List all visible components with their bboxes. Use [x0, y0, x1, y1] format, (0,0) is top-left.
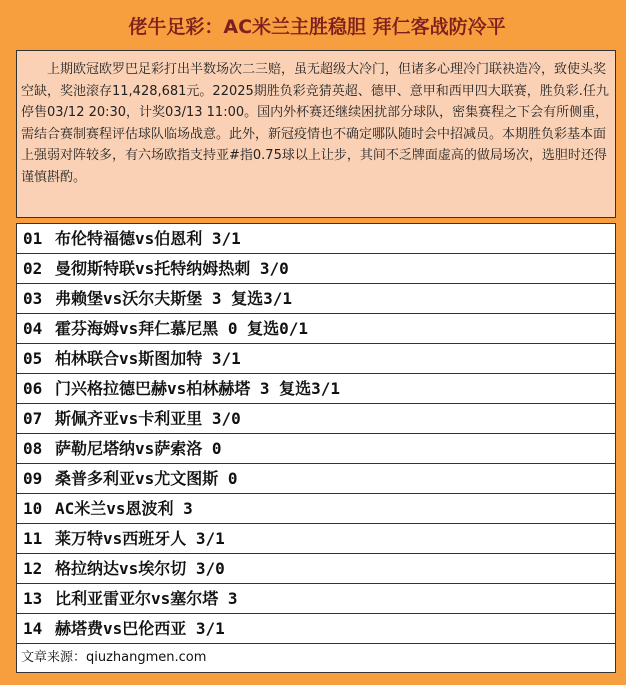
match-number: 14 — [23, 619, 43, 638]
table-row — [17, 464, 615, 494]
table-row — [17, 434, 615, 464]
match-number: 08 — [23, 439, 43, 458]
match-prediction: 比利亚雷亚尔vs塞尔塔 3 — [55, 589, 238, 608]
picks-list — [17, 224, 615, 644]
table-row — [17, 314, 615, 344]
match-prediction: 弗赖堡vs沃尔夫斯堡 3 复选3/1 — [55, 289, 293, 308]
match-number: 11 — [23, 529, 43, 548]
table-row — [17, 524, 615, 554]
match-number: 05 — [23, 349, 43, 368]
match-number: 03 — [23, 289, 43, 308]
intro-paragraph: 上期欧冠欧罗巴足彩打出半数场次二三赔，虽无超级大冷门，但诸多心理冷门联袂造冷，致使头奖空缺，奖池滚存11,428,681元。22025期胜负彩竞猜英超、德甲、意甲和西甲四大联赛，胜负彩.任九停售03/12 20:30，计奖03/13 11:00。国内外杯赛还继续困扰部分球队，密集赛程之下会有所侧重，需结合赛制赛程评估球队临场战意。此外，新冠疫情也不确定哪队随时会中招减员。本期胜负彩基本面上强弱对阵较多，有六场欧指支持亚#指0.75球以上让步，其间不乏牌面虚高的做局场次，选胆时还得谨慎斟酌。 — [16, 50, 616, 218]
table-row — [17, 584, 615, 614]
match-number: 04 — [23, 319, 43, 338]
match-prediction: 萨勒尼塔纳vs萨索洛 0 — [55, 439, 222, 458]
match-prediction: 桑普多利亚vs尤文图斯 0 — [55, 469, 238, 488]
table-row — [17, 494, 615, 524]
match-prediction: 赫塔费vs巴伦西亚 3/1 — [55, 619, 225, 638]
match-number: 12 — [23, 559, 43, 578]
match-prediction: AC米兰vs恩波利 3 — [55, 499, 193, 518]
picks-table — [16, 223, 616, 673]
match-prediction: 柏林联合vs斯图加特 3/1 — [55, 349, 241, 368]
match-prediction: 莱万特vs西班牙人 3/1 — [55, 529, 225, 548]
match-prediction: 格拉纳达vs埃尔切 3/0 — [55, 559, 225, 578]
match-number: 01 — [23, 229, 43, 248]
match-prediction: 门兴格拉德巴赫vs柏林赫塔 3 复选3/1 — [55, 379, 341, 398]
table-row — [17, 404, 615, 434]
page-title: 佬牛足彩：AC米兰主胜稳胆 拜仁客战防冷平 — [8, 8, 626, 46]
match-number: 07 — [23, 409, 43, 428]
table-row — [17, 224, 615, 254]
table-row — [17, 554, 615, 584]
match-number: 10 — [23, 499, 43, 518]
table-row — [17, 254, 615, 284]
table-row — [17, 284, 615, 314]
match-prediction: 布伦特福德vs伯恩利 3/1 — [55, 229, 241, 248]
table-row — [17, 374, 615, 404]
match-number: 02 — [23, 259, 43, 278]
match-number: 06 — [23, 379, 43, 398]
match-prediction: 斯佩齐亚vs卡利亚里 3/0 — [55, 409, 241, 428]
match-prediction: 曼彻斯特联vs托特纳姆热刺 3/0 — [55, 259, 289, 278]
match-number: 13 — [23, 589, 43, 608]
match-prediction: 霍芬海姆vs拜仁慕尼黑 0 复选0/1 — [55, 319, 309, 338]
source-credit: 文章来源：qiuzhangmen.com — [21, 650, 207, 665]
table-row — [17, 614, 615, 644]
table-row — [17, 344, 615, 374]
match-number: 09 — [23, 469, 43, 488]
